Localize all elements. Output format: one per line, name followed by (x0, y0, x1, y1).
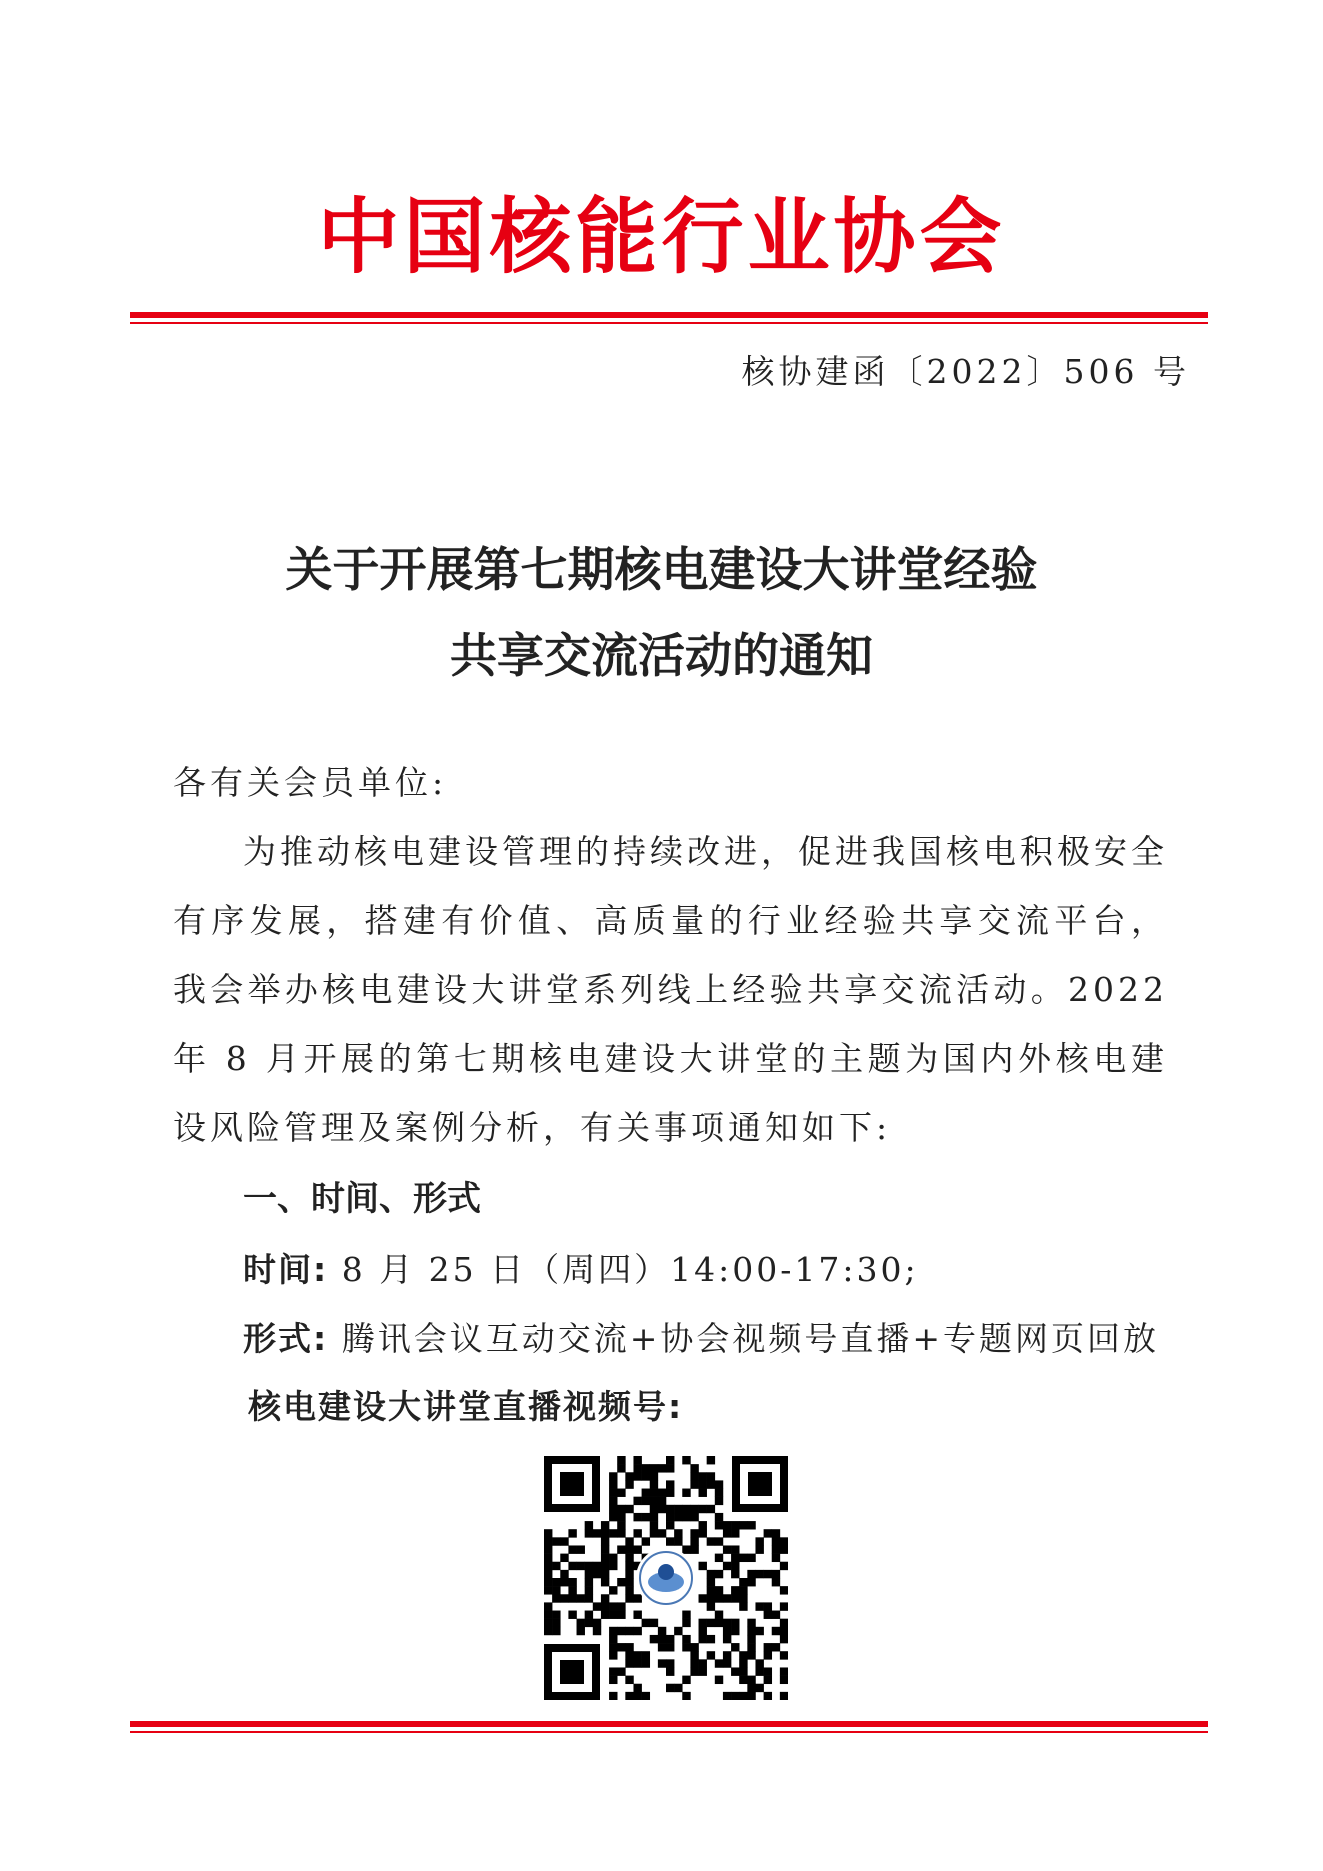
header-rule-thick (130, 312, 1208, 318)
footer-rule-thin (130, 1731, 1208, 1733)
form-line (243, 1304, 1159, 1373)
form-value: 腾讯会议互动交流+协会视频号直播+专题网页回放 (341, 1319, 1160, 1358)
footer-rule-thick (130, 1721, 1208, 1727)
association-logo-icon (636, 1548, 696, 1608)
qr-code (544, 1456, 788, 1700)
notice-title (0, 528, 1323, 700)
section-heading-time-form: 一、时间、形式 (243, 1179, 481, 1219)
header-rule-thin (130, 322, 1208, 324)
intro-paragraph: 为推动核电建设管理的持续改进，促进我国核电积极安全有序发展，搭建有价值、高质量的行业经验共享交流平台，我会举办核电建设大讲堂系列线上经验共享交流活动。2022 年 8 月开展的第七期核电建设大讲堂的主题为国内外核电建设风险管理及案例分析，有关事项通知如下: (173, 832, 1168, 1147)
qr-code-icon (544, 1456, 788, 1700)
time-line (243, 1235, 919, 1304)
time-value: 8 月 25 日（周四）14:00-17:30; (341, 1250, 919, 1289)
doc-number: 核协建函〔2022〕506 号 (741, 352, 1190, 391)
form-label: 形式: (243, 1319, 329, 1358)
time-label: 时间: (243, 1250, 329, 1289)
notice-title-line2: 共享交流活动的通知 (450, 629, 873, 684)
qr-caption: 核电建设大讲堂直播视频号: (248, 1387, 684, 1426)
salutation: 各有关会员单位: (173, 763, 448, 802)
notice-title-line1: 关于开展第七期核电建设大讲堂经验 (285, 543, 1038, 598)
org-name: 中国核能行业协会 (317, 190, 1006, 285)
